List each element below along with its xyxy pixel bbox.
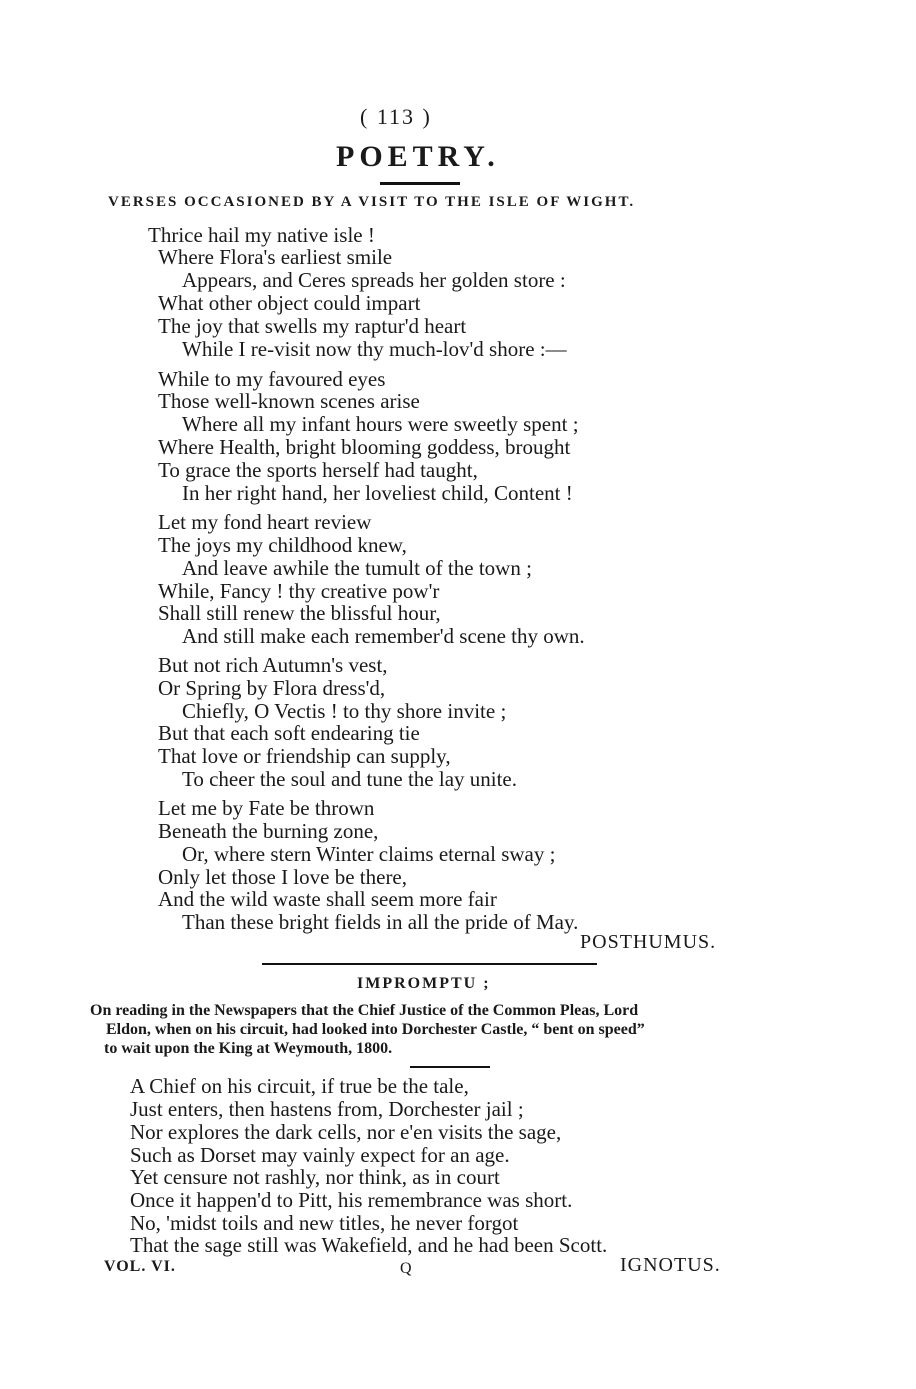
poem-line: Let me by Fate be thrown	[158, 796, 375, 820]
poem-line: Nor explores the dark cells, nor e'en visits the sage,	[130, 1120, 562, 1144]
poem-line: Shall still renew the blissful hour,	[158, 601, 441, 625]
poem2-title: IMPROMPTU ;	[357, 975, 491, 992]
poem-line: Chiefly, O Vectis ! to thy shore invite ;	[182, 699, 507, 723]
poem-line: Or Spring by Flora dress'd,	[158, 676, 386, 700]
title-rule	[380, 182, 460, 185]
poem-line: While I re-visit now thy much-lov'd shore :—	[182, 337, 567, 361]
poem2-subtitle	[90, 1001, 780, 1058]
poem-line: While to my favoured eyes	[158, 367, 386, 391]
poem-line: Those well-known scenes arise	[158, 389, 420, 413]
poem-line: Where all my infant hours were sweetly spent ;	[182, 412, 579, 436]
poem-line: That love or friendship can supply,	[158, 744, 451, 768]
poem-line: To cheer the soul and tune the lay unite.	[182, 767, 518, 791]
volume-label: VOL. VI.	[104, 1258, 176, 1275]
poem-line: That the sage still was Wakefield, and he had been Scott.	[130, 1233, 608, 1257]
poem-line: And the wild waste shall seem more fair	[158, 887, 497, 911]
poem-line: In her right hand, her loveliest child, Content !	[182, 481, 573, 505]
poem-line: The joys my childhood knew,	[158, 533, 407, 557]
poem-line: But that each soft endearing tie	[158, 721, 420, 745]
poem-line: And still make each remember'd scene thy own.	[182, 624, 585, 648]
poem-line: Appears, and Ceres spreads her golden store :	[182, 268, 566, 292]
section-divider	[262, 963, 597, 965]
poem-line: The joy that swells my raptur'd heart	[158, 314, 467, 338]
poem-line: Beneath the burning zone,	[158, 819, 379, 843]
poem-line: Just enters, then hastens from, Dorchester jail ;	[130, 1097, 524, 1121]
poem-line: Than these bright fields in all the pride of May.	[182, 910, 579, 934]
poem-line: What other object could impart	[158, 291, 421, 315]
poem-line: No, 'midst toils and new titles, he never forgot	[130, 1211, 519, 1235]
poem-line: To grace the sports herself had taught,	[158, 458, 478, 482]
poem-line: Where Flora's earliest smile	[158, 245, 393, 269]
poem-line: Where Health, bright blooming goddess, brought	[158, 435, 571, 459]
poem-line: But not rich Autumn's vest,	[158, 653, 388, 677]
section-title: POETRY.	[336, 140, 500, 173]
page-number: ( 113 )	[360, 104, 432, 129]
subtitle-line: On reading in the Newspapers that the Chief Justice of the Common Pleas, Lord	[90, 1002, 639, 1019]
subtitle-rule	[410, 1066, 490, 1068]
poem-line: And leave awhile the tumult of the town ;	[182, 556, 532, 580]
poem-line: Once it happen'd to Pitt, his remembrance was short.	[130, 1188, 573, 1212]
poem-line: Or, where stern Winter claims eternal sway ;	[182, 842, 556, 866]
poem-line: Such as Dorset may vainly expect for an age.	[130, 1143, 510, 1167]
poem-line: A Chief on his circuit, if true be the tale,	[130, 1074, 469, 1098]
poem-line: Yet censure not rashly, nor think, as in court	[130, 1165, 500, 1189]
poem-line: Only let those I love be there,	[158, 865, 408, 889]
poem-line: While, Fancy ! thy creative pow'r	[158, 579, 440, 603]
poem-line: Let my fond heart review	[158, 510, 372, 534]
subtitle-line: to wait upon the King at Weymouth, 1800.	[104, 1040, 393, 1057]
subtitle-line: Eldon, when on his circuit, had looked into Dorchester Castle, “ bent on speed”	[106, 1021, 645, 1038]
poem-line: Thrice hail my native isle !	[148, 223, 375, 247]
poem1-signature: POSTHUMUS.	[580, 931, 717, 953]
signature-mark: Q	[400, 1260, 412, 1277]
poem2-signature: IGNOTUS.	[620, 1254, 721, 1276]
poem1-title: VERSES OCCASIONED BY A VISIT TO THE ISLE OF WIGHT.	[108, 194, 636, 210]
